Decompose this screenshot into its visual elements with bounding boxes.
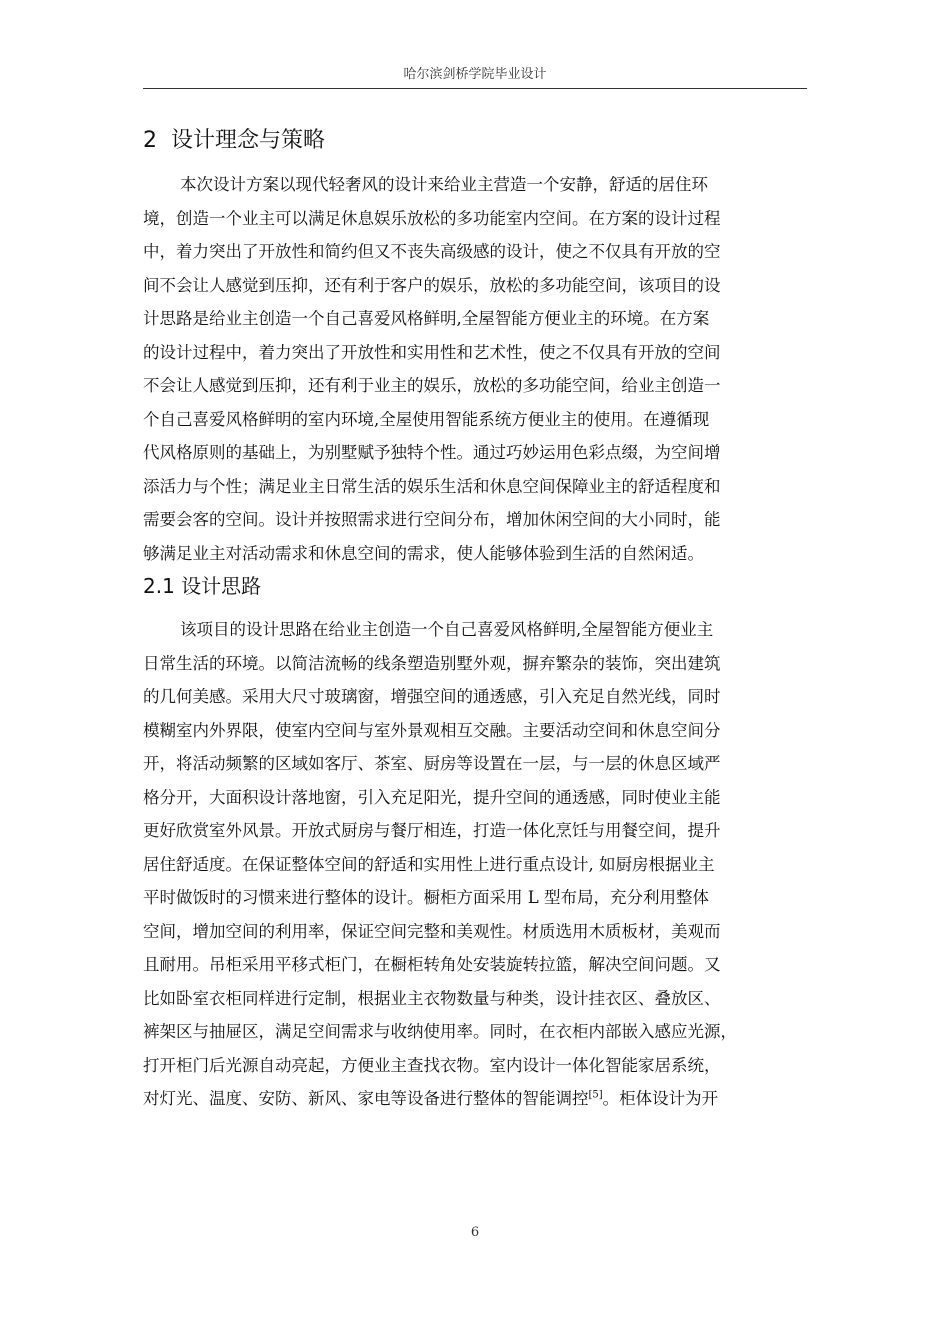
- paragraph-line: 且耐用。吊柜采用平移式柜门，在橱柜转角处安装旋转拉篮，解决空间问题。又: [143, 955, 721, 974]
- line-text: 。柜体设计为开: [602, 1089, 719, 1108]
- paragraph-line: 添活力与个性；满足业主日常生活的娱乐生活和休息空间保障业主的舒适程度和: [143, 476, 721, 496]
- running-header: 哈尔滨剑桥学院毕业设计: [403, 67, 547, 82]
- page-number: 6: [470, 1225, 480, 1240]
- paragraph-line: 计思路是给业主创造一个自己喜爱风格鲜明,全屋智能方便业主的环境。在方案: [143, 309, 710, 328]
- citation-marker: [5]: [588, 1089, 603, 1101]
- paragraph-line: 的设计过程中，着力突出了开放性和实用性和艺术性，使之不仅具有开放的空间: [143, 342, 721, 362]
- subsection-paragraph: [143, 613, 807, 1116]
- subsection-heading: 2.1 设计思路: [143, 574, 262, 598]
- section-paragraph: [143, 168, 807, 570]
- paragraph-line: 比如卧室衣柜同样进行定制，根据业主衣物数量与种类，设计挂衣区、叠放区、: [143, 988, 721, 1008]
- paragraph-line: 格分开，大面积设计落地窗，引入充足阳光，提升空间的通透感，同时使业主能: [143, 787, 721, 807]
- paragraph-line: 开，将活动频繁的区域如客厅、茶室、厨房等设置在一层，与一层的休息区域严: [143, 754, 721, 773]
- line-text: 对灯光、温度、安防、新风、家电等设备进行整体的智能调控: [143, 1089, 589, 1108]
- paragraph-line: 需要会客的空间。设计并按照需求进行空间分布，增加休闲空间的大小同时，能: [143, 510, 721, 529]
- paragraph-line: 够满足业主对活动需求和休息空间的需求，使人能够体验到生活的自然闲适。: [143, 543, 704, 563]
- paragraph-line: 间不会让人感觉到压抑，还有利于客户的娱乐，放松的多功能空间，该项目的设: [143, 275, 721, 295]
- paragraph-line: 打开柜门后光源自动亮起，方便业主查找衣物。室内设计一体化智能家居系统，: [143, 1055, 721, 1075]
- section-title: 设计理念与策略: [171, 128, 326, 153]
- paragraph-line: 中，着力突出了开放性和简约但又不丧失高级感的设计，使之不仅具有开放的空: [143, 242, 721, 261]
- paragraph-line: 平时做饭时的习惯来进行整体的设计。橱柜方面采用 L 型布局，充分利用整体: [143, 888, 709, 907]
- paragraph-line: 不会让人感觉到压抑，还有利于业主的娱乐，放松的多功能空间，给业主创造一: [143, 376, 721, 395]
- paragraph-line: 裤架区与抽屉区，满足空间需求与收纳使用率。同时，在衣柜内部嵌入感应光源，: [143, 1022, 737, 1041]
- paragraph-line: 本次设计方案以现代轻奢风的设计来给业主营造一个安静，舒适的居住环: [180, 175, 708, 194]
- paragraph-line: 日常生活的环境。以简洁流畅的线条塑造别墅外观，摒弃繁杂的装饰，突出建筑: [143, 653, 721, 673]
- paragraph-line: 该项目的设计思路在给业主创造一个自己喜爱风格鲜明,全屋智能方便业主: [180, 620, 714, 639]
- paragraph-line: 代风格原则的基础上，为别墅赋予独特个性。通过巧妙运用色彩点缀，为空间增: [143, 443, 721, 462]
- paragraph-line: 居住舒适度。在保证整体空间的舒适和实用性上进行重点设计, 如厨房根据业主: [143, 854, 715, 874]
- section-number: 2: [143, 128, 157, 153]
- paragraph-line: 空间，增加空间的利用率，保证空间完整和美观性。材质选用木质板材，美观而: [143, 921, 721, 941]
- section-heading: [143, 126, 325, 156]
- paragraph-line: 的几何美感。采用大尺寸玻璃窗，增强空间的通透感，引入充足自然光线，同时: [143, 687, 721, 706]
- header-divider: [143, 88, 807, 89]
- paragraph-line: 更好欣赏室外风景。开放式厨房与餐厅相连，打造一体化烹饪与用餐空间，提升: [143, 821, 721, 840]
- paragraph-line: 个自己喜爱风格鲜明的室内环境,全屋使用智能系统方便业主的使用。在遵循现: [143, 409, 710, 429]
- paragraph-line: 境，创造一个业主可以满足休息娱乐放松的多功能室内空间。在方案的设计过程: [143, 208, 721, 228]
- paragraph-line-with-citation: [143, 1082, 807, 1116]
- paragraph-line: 模糊室内外界限，使室内空间与室外景观相互交融。主要活动空间和休息空间分: [143, 720, 721, 740]
